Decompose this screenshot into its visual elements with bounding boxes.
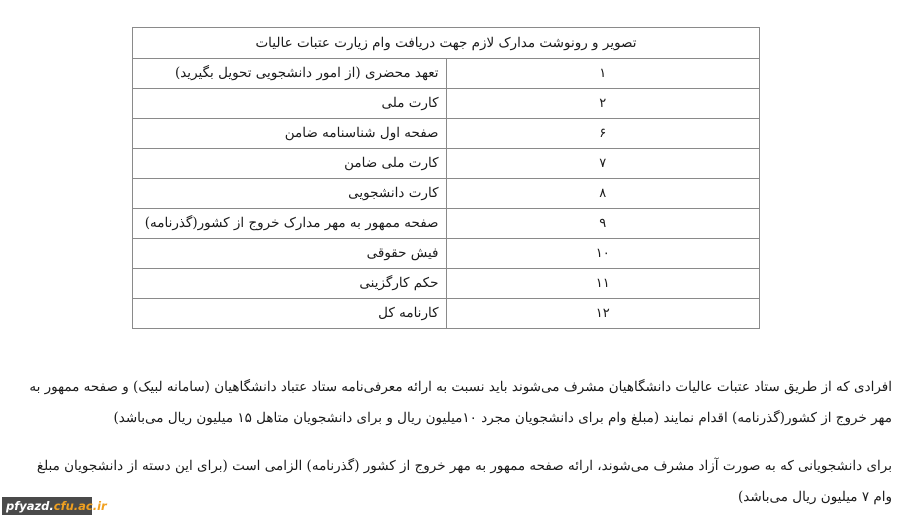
required-documents-table — [132, 27, 760, 329]
table-row — [133, 239, 760, 269]
row-item: صفحه ممهور به مهر مدارک خروج از کشور(گذرنامه) — [133, 209, 447, 239]
row-item: صفحه اول شناسنامه ضامن — [133, 119, 447, 149]
paragraph-independent-pilgrims: برای دانشجویانی که به صورت آزاد مشرف می‌شوند، ارائه صفحه ممهور به مهر خروج از کشور (گذرنامه) الزامی است (برای این دسته از دانشجویان مبلغ وام ۷ میلیون ریال می‌باشد) — [36, 458, 892, 505]
table-row — [133, 89, 760, 119]
table-row — [133, 179, 760, 209]
watermark-subdomain: pfyazd. — [6, 499, 54, 513]
row-number: ۹ — [446, 209, 760, 239]
table-row — [133, 149, 760, 179]
row-number: ۲ — [446, 89, 760, 119]
row-number: ۱۰ — [446, 239, 760, 269]
row-number: ۱۱ — [446, 269, 760, 299]
table-row — [133, 59, 760, 89]
row-item: کارنامه کل — [133, 299, 447, 329]
row-number: ۱۲ — [446, 299, 760, 329]
row-item: تعهد محضری (از امور دانشجویی تحویل بگیرید) — [133, 59, 447, 89]
row-item: کارت ملی — [133, 89, 447, 119]
table-header-row — [133, 28, 760, 59]
table-row — [133, 299, 760, 329]
paragraph-organized-pilgrims: افرادی که از طریق ستاد عتبات عالیات دانشگاهیان مشرف می‌شوند باید نسبت به ارائه معرفی‌نامه ستاد عتباد دانشگاهیان (سامانه لبیک) و صفحه ممهور به مهر خروج از کشور(گذرنامه) اقدام نمایند (مبلغ وام برای دانشجویان مجرد ۱۰میلیون ریال و برای دانشجویان متاهل ۱۵ میلیون ریال می‌باشد) — [29, 379, 892, 426]
row-number: ۷ — [446, 149, 760, 179]
row-number: ۱ — [446, 59, 760, 89]
table-row — [133, 209, 760, 239]
row-item: کارت دانشجویی — [133, 179, 447, 209]
table-row — [133, 119, 760, 149]
table-title: تصویر و رونوشت مدارک لازم جهت دریافت وام زیارت عتبات عالیات — [133, 28, 760, 59]
site-watermark — [2, 497, 107, 515]
row-number: ۶ — [446, 119, 760, 149]
row-item: حکم کارگزینی — [133, 269, 447, 299]
row-item: کارت ملی ضامن — [133, 149, 447, 179]
table-row — [133, 269, 760, 299]
row-number: ۸ — [446, 179, 760, 209]
watermark-domain: cfu.ac.ir — [53, 499, 107, 513]
row-item: فیش حقوقی — [133, 239, 447, 269]
